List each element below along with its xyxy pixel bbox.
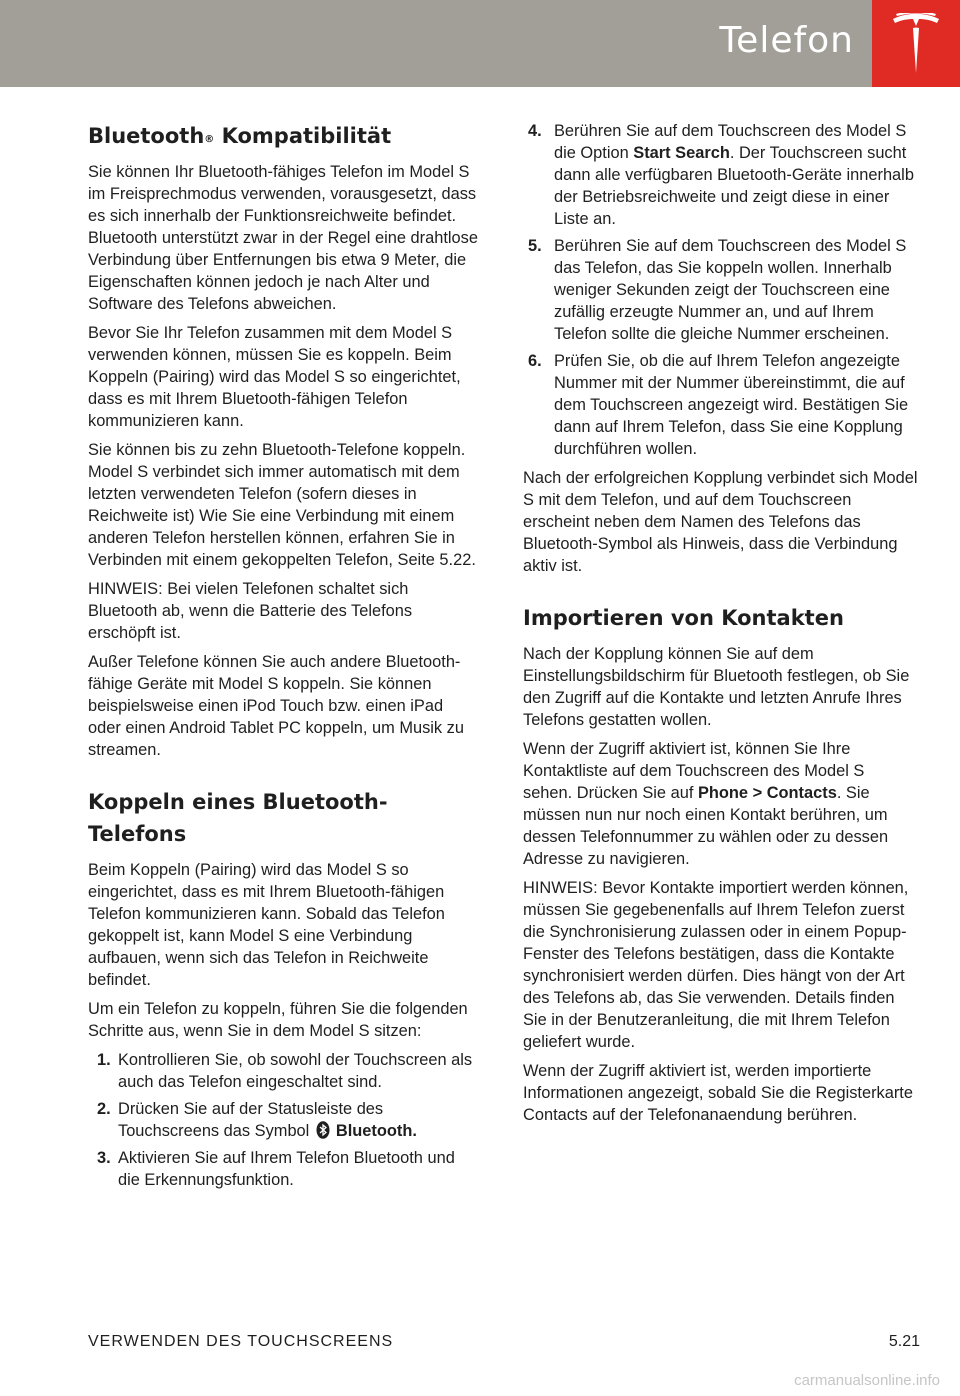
paragraph: Sie können bis zu zehn Bluetooth-Telefone koppeln. Model S verbindet sich immer automatisch mit dem letzten verwendeten Telefon (sofern dieses in Reichweite ist) Wie Sie eine Verbindung mit einem anderen Telefon herstellen können, erfahren Sie in Verbinden mit einem gekoppelten Telefon, Seite 5.22.: [88, 441, 476, 569]
tesla-logo-icon: [891, 13, 941, 75]
paragraph: Sie können Ihr Bluetooth-fähiges Telefon im Model S im Freisprechmodus verwenden, vorausgesetzt, dass es sich innerhalb der Funktionsreichweite befindet. Bluetooth unterstützt zwar in der Regel eine drahtlose Verbindung über Entfernungen bis etwa 9 Meter, die Eigenschaften können jedoch je nach Alter und Software des Telefons abweichen.: [88, 163, 478, 313]
paragraph: Außer Telefone können Sie auch andere Bluetooth-fähige Geräte mit Model S koppeln. Sie können beispielsweise einen iPod Touch bzw. einen iPad oder einen Android Tablet PC koppeln, um Musik zu streamen.: [88, 653, 464, 759]
page-title: Telefon: [719, 20, 854, 61]
left-column: [88, 120, 480, 1198]
steps-list: [523, 120, 918, 460]
logo-box: [872, 0, 960, 87]
heading-import-contacts: Importieren von Kontakten: [523, 606, 844, 630]
list-item: 4. Berühren Sie auf dem Touchscreen des Model S die Option Start Search. Der Touchscreen sucht dann alle verfügbaren Bluetooth-Geräte innerhalb der Betriebsreichweite und zeigt diese in einer Liste an.: [528, 122, 914, 228]
page-header: [0, 0, 872, 87]
note-paragraph: HINWEIS: Bevor Kontakte importiert werden können, müssen Sie gegebenenfalls auf Ihrem Telefon zuerst die Synchronisierung zulassen oder in einem Popup-Fenster des Telefons bestätigen, dass die Kontakte synchronisiert werden dürfen. Dies hängt von der Art des Telefons ab, das Sie verwenden. Details finden Sie in der Benutzeranleitung, die mit Ihrem Telefon geliefert wurde.: [523, 879, 909, 1051]
paragraph: Um ein Telefon zu koppeln, führen Sie die folgenden Schritte aus, wenn Sie in dem Model S sitzen:: [88, 1000, 468, 1040]
heading-pairing: Koppeln eines Bluetooth-Telefons: [88, 790, 388, 846]
steps-list: [88, 1049, 480, 1191]
list-item: 6. Prüfen Sie, ob die auf Ihrem Telefon angezeigte Nummer mit der Nummer übereinstimmt, die auf dem Touchscreen angezeigt wird. Bestätigen Sie dann auf Ihrem Telefon, dass Sie eine Kopplung durchführen wollen.: [528, 352, 909, 458]
heading-bluetooth-compat: Bluetooth® Kompatibilität: [88, 124, 392, 148]
paragraph: Nach der erfolgreichen Kopplung verbindet sich Model S mit dem Telefon, und auf dem Touchscreen erscheint neben dem Namen des Telefons das Bluetooth-Symbol als Hinweis, dass die Verbindung aktiv ist.: [523, 469, 918, 575]
paragraph: Wenn der Zugriff aktiviert ist, können Sie Ihre Kontaktliste auf dem Touchscreen des Model S sehen. Drücken Sie auf Phone > Contacts. Sie müssen nun nur noch einen Kontakt berühren, um dessen Telefonnummer zu wählen oder zu dessen Adresse zu navigieren.: [523, 740, 889, 868]
bluetooth-icon: [316, 1121, 330, 1139]
note-paragraph: HINWEIS: Bei vielen Telefonen schaltet sich Bluetooth ab, wenn die Batterie des Telefons erschöpft ist.: [88, 580, 413, 642]
footer-section-title: VERWENDEN DES TOUCHSCREENS: [88, 1333, 394, 1350]
watermark: carmanualsonline.info: [794, 1372, 940, 1389]
paragraph: Nach der Kopplung können Sie auf dem Einstellungsbildschirm für Bluetooth festlegen, ob Sie den Zugriff auf die Kontakte und letzten Anrufe Ihres Telefons gestatten wollen.: [523, 645, 910, 729]
paragraph: Beim Koppeln (Pairing) wird das Model S so eingerichtet, dass es mit Ihrem Bluetooth-fähigen Telefon kommunizieren kann. Sobald das Telefon gekoppelt ist, kann Model S eine Verbindung aufbauen, wenn sich das Telefon in Reichweite befindet.: [88, 861, 445, 989]
list-item: 2. Drücken Sie auf der Statusleiste des Touchscreens das Symbol Bluetooth.: [97, 1100, 417, 1140]
list-item: 3. Aktivieren Sie auf Ihrem Telefon Bluetooth und die Erkennungsfunktion.: [97, 1149, 455, 1189]
paragraph: Wenn der Zugriff aktiviert ist, werden importierte Informationen angezeigt, sobald Sie die Registerkarte Contacts auf der Telefonanaendung berühren.: [523, 1062, 913, 1124]
page-number: 5.21: [888, 1333, 920, 1350]
right-column: [523, 120, 918, 1133]
paragraph: Bevor Sie Ihr Telefon zusammen mit dem Model S verwenden können, müssen Sie es koppeln. Beim Koppeln (Pairing) wird das Model S so eingerichtet, dass es mit Ihrem Bluetooth-fähigen Telefon kommunizieren kann.: [88, 324, 461, 430]
list-item: 5. Berühren Sie auf dem Touchscreen des Model S das Telefon, das Sie koppeln wollen. Innerhalb weniger Sekunden zeigt der Touchscreen eine zufällig erzeugte Nummer an, und auf Ihrem Telefon sollte die gleiche Nummer erscheinen.: [528, 237, 907, 343]
list-item: 1. Kontrollieren Sie, ob sowohl der Touchscreen als auch das Telefon eingeschaltet sind.: [97, 1051, 473, 1091]
